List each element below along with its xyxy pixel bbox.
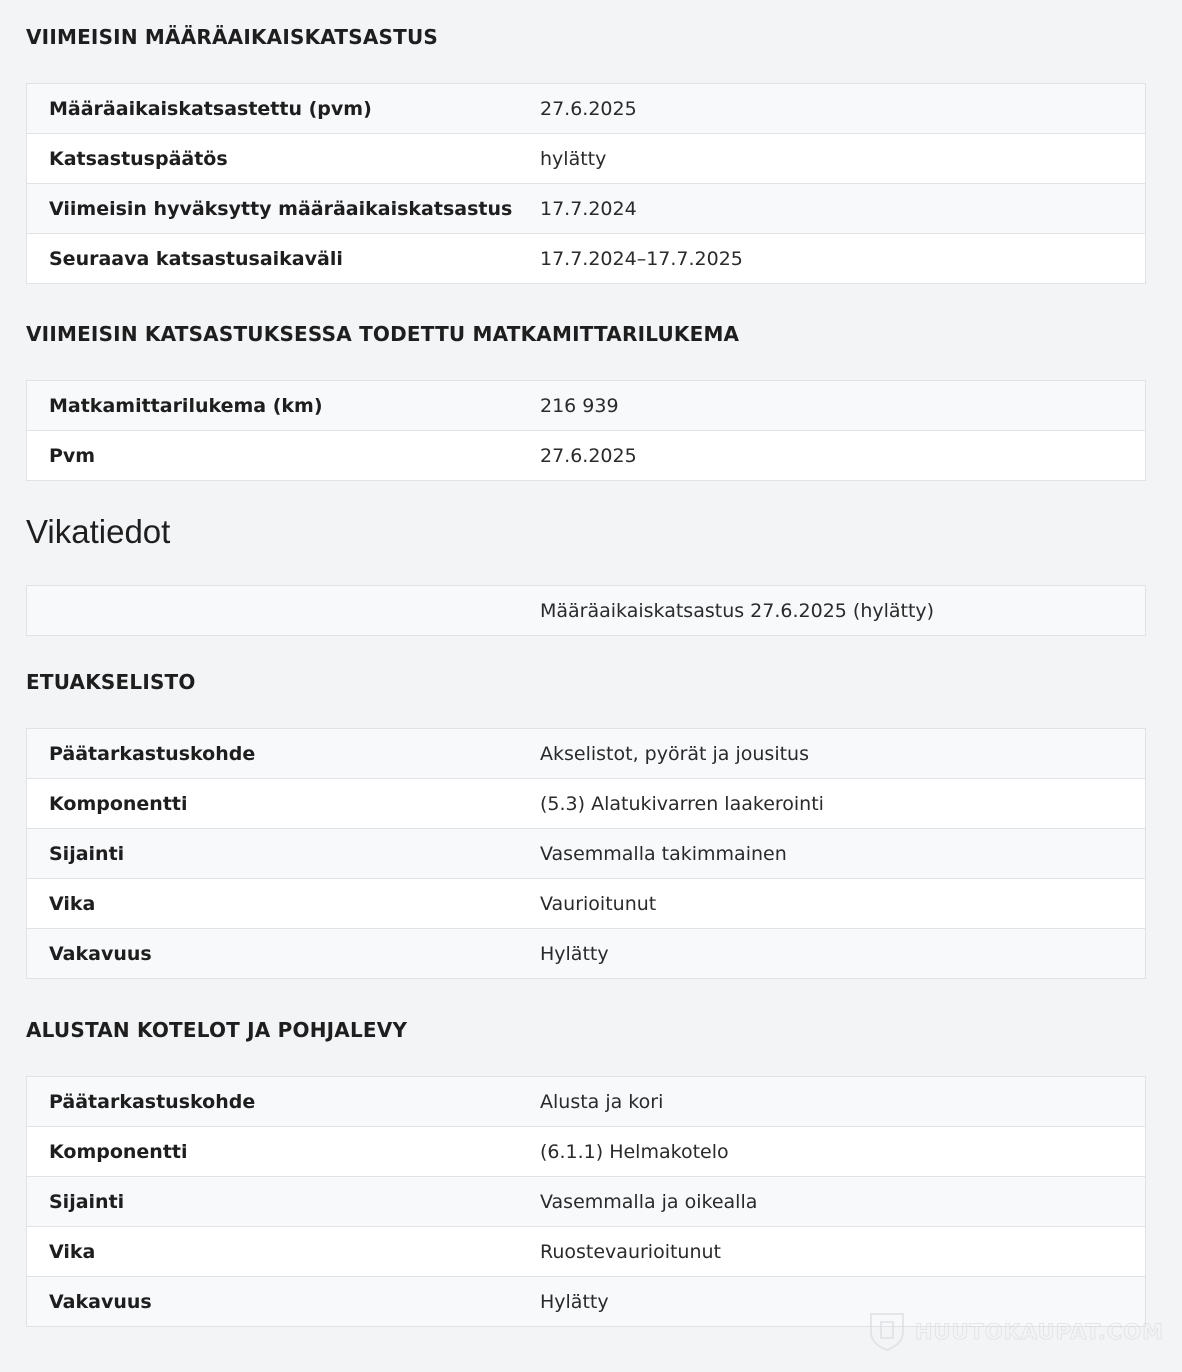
row-value: hylätty	[518, 134, 1146, 184]
table-row	[27, 586, 1146, 636]
gavel-shield-icon	[865, 1308, 909, 1356]
row-value: Vasemmalla takimmainen	[518, 829, 1146, 879]
row-value: 17.7.2024	[518, 184, 1146, 234]
table-row	[27, 381, 1146, 431]
row-value: 27.6.2025	[518, 431, 1146, 481]
row-value: 216 939	[540, 394, 619, 417]
row-value: Hylätty	[518, 929, 1146, 979]
row-label: Vakavuus	[27, 1277, 519, 1327]
table-row	[27, 729, 1146, 779]
row-value: Alusta ja kori	[540, 1090, 664, 1113]
row-label: Viimeisin hyväksytty määräaikaiskatsastus	[27, 184, 519, 234]
table-row	[27, 1177, 1146, 1227]
row-label: Seuraava katsastusaikaväli	[27, 234, 519, 284]
row-label: Matkamittarilukema (km)	[49, 394, 323, 417]
row-label: Komponentti	[27, 1127, 519, 1177]
table-row	[27, 1077, 1146, 1127]
row-label: Sijainti	[27, 1177, 519, 1227]
table-row	[27, 431, 1146, 481]
faults-title: Vikatiedot	[26, 513, 171, 550]
table-row	[27, 829, 1146, 879]
row-label	[27, 586, 519, 636]
table-row	[27, 779, 1146, 829]
row-label: Päätarkastuskohde	[49, 1090, 256, 1113]
row-value: Akselistot, pyörät ja jousitus	[540, 742, 809, 765]
faults-summary-table	[26, 585, 1146, 636]
row-label: Katsastuspäätös	[27, 134, 519, 184]
row-value: Määräaikaiskatsastus 27.6.2025 (hylätty)	[540, 599, 935, 622]
row-label: Määräaikaiskatsastettu (pvm)	[49, 97, 372, 120]
row-label: Vakavuus	[27, 929, 519, 979]
row-label: Komponentti	[27, 779, 519, 829]
inspection-table	[26, 83, 1146, 284]
table-row	[27, 929, 1146, 979]
table-row	[27, 1127, 1146, 1177]
row-value: 17.7.2024–17.7.2025	[518, 234, 1146, 284]
odometer-table	[26, 380, 1146, 481]
section-title-chassis: ALUSTAN KOTELOT JA POHJALEVY	[26, 1018, 408, 1042]
watermark-text: HUUTOKAUPAT.COM	[914, 1320, 1164, 1344]
row-label: Sijainti	[27, 829, 519, 879]
table-row	[27, 134, 1146, 184]
row-value: (5.3) Alatukivarren laakerointi	[518, 779, 1146, 829]
row-value: Vasemmalla ja oikealla	[518, 1177, 1146, 1227]
row-label: Vika	[27, 1227, 519, 1277]
table-row	[27, 234, 1146, 284]
row-label: Vika	[27, 879, 519, 929]
table-row	[27, 84, 1146, 134]
front-axle-table	[26, 728, 1146, 979]
row-value: Vaurioitunut	[518, 879, 1146, 929]
section-title-odometer: VIIMEISIN KATSASTUKSESSA TODETTU MATKAMITTARILUKEMA	[26, 322, 740, 346]
row-label: Pvm	[27, 431, 519, 481]
row-label: Päätarkastuskohde	[49, 742, 256, 765]
watermark	[865, 1308, 1164, 1356]
table-row	[27, 879, 1146, 929]
chassis-table	[26, 1076, 1146, 1327]
row-value: (6.1.1) Helmakotelo	[518, 1127, 1146, 1177]
table-row	[27, 1227, 1146, 1277]
table-row	[27, 184, 1146, 234]
section-title-front-axle: ETUAKSELISTO	[26, 670, 196, 694]
row-value: 27.6.2025	[540, 97, 637, 120]
section-title-inspection: VIIMEISIN MÄÄRÄAIKAISKATSASTUS	[26, 25, 439, 49]
row-value: Ruostevaurioitunut	[518, 1227, 1146, 1277]
row-value: Hylätty	[518, 1277, 1146, 1327]
